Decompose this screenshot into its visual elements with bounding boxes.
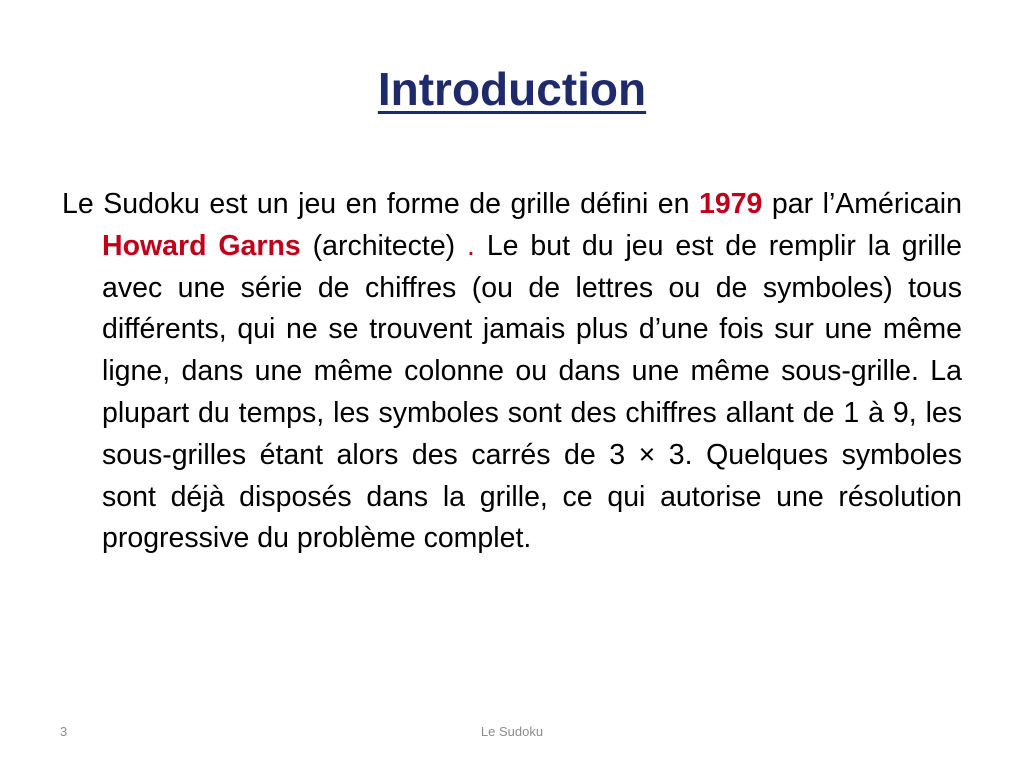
highlight-name: Howard Garns [102, 229, 301, 262]
body-text-part-2: par l’Américain [762, 188, 962, 220]
body-text-part-3: (architecte) [300, 229, 468, 262]
body-paragraph [62, 184, 962, 560]
highlight-year: 1979 [699, 188, 763, 220]
footer-text: Le Sudoku [480, 724, 544, 739]
body-text-part-4: Le but du jeu est de remplir la grille avec une série de chiffres (ou de lettres ou de symboles) tous différents, qui ne se trouvent jamais plus d’une fois sur une même ligne, dans une même colonne ou dans une même sous-grille. La plupart du temps, les symboles sont des chiffres allant de 1 à 9, les sous-grilles étant alors des carrés de 3 × 3. Quelques symboles sont déjà disposés dans la grille, ce qui autorise une résolution progressive du problème complet. [102, 229, 962, 555]
body-text-part-1: Le Sudoku est un jeu en forme de grille défini en [62, 188, 699, 220]
slide-number: 3 [60, 724, 68, 739]
highlight-dot: . [467, 229, 475, 262]
slide-title: Introduction [377, 63, 647, 115]
